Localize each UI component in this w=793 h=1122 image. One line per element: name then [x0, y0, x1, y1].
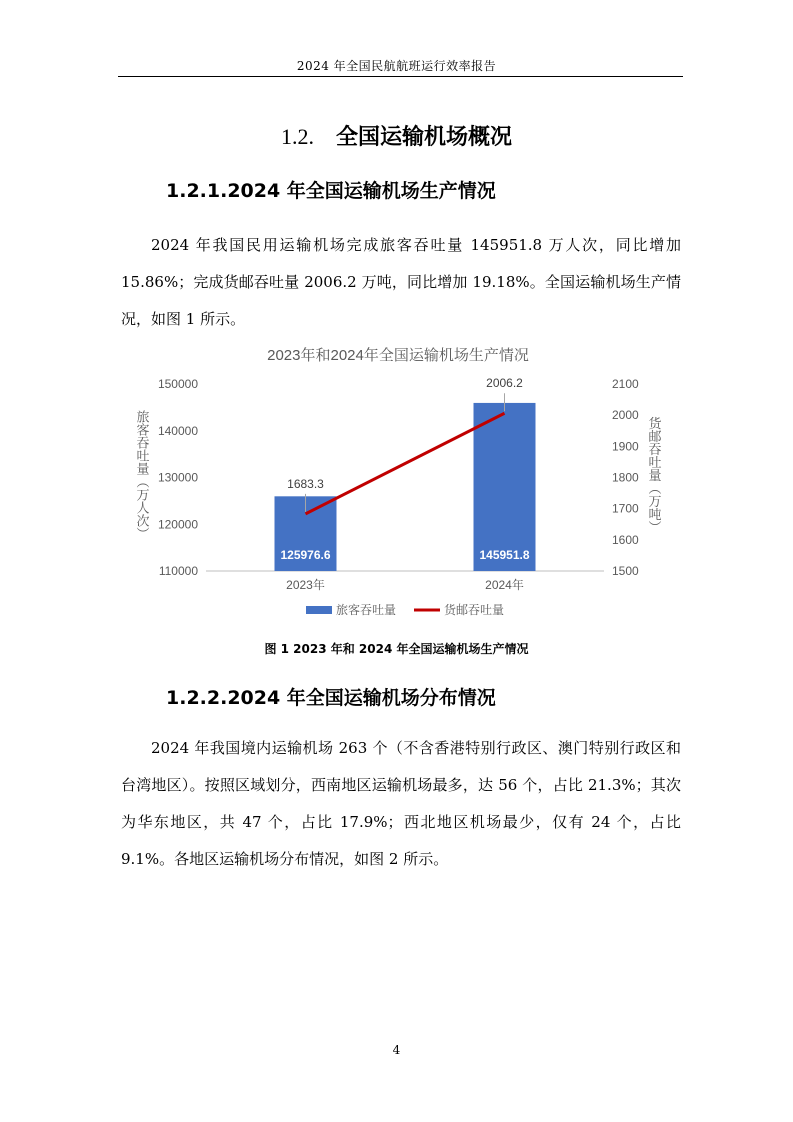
section-title: [0, 120, 793, 151]
y-axis-left-label: 旅客吞吐量（万人次）: [134, 410, 150, 540]
page-number: 4: [392, 1043, 401, 1057]
y-left-tick-label: 110000: [158, 564, 198, 578]
y-left-tick-label: 120000: [157, 517, 198, 532]
y-right-tick-label: 1500: [612, 564, 639, 578]
x-tick-label: 2023年: [286, 578, 325, 592]
y-right-tick-label: 2000: [612, 408, 639, 423]
subsection-heading-1: 1.2.1.2024 年全国运输机场生产情况: [166, 180, 496, 202]
y-right-tick-label: 1900: [612, 439, 639, 454]
bar-data-label: 125976.6: [280, 548, 331, 562]
running-header: 2024 年全国民航航班运行效率报告: [296, 59, 497, 73]
combo-chart: [118, 340, 678, 625]
paragraph-production: 2024 年我国民用运输机场完成旅客吞吐量 145951.8 万人次，同比增加 15.86%；完成货邮吞吐量 2006.2 万吨，同比增加 19.18%。全国运输机场生产情况，如图 1 所示。: [121, 236, 681, 328]
header-rule: [118, 76, 683, 77]
y-left-tick-label: 130000: [157, 470, 198, 485]
line-data-label: 1683.3: [287, 476, 324, 491]
section-title-text: 全国运输机场概况: [335, 125, 512, 150]
line-data-label: 2006.2: [486, 376, 523, 391]
figure-1-caption: 图 1 2023 年和 2024 年全国运输机场生产情况: [264, 642, 529, 656]
chart-legend: [306, 602, 504, 617]
subsection-heading-2: 1.2.2.2024 年全国运输机场分布情况: [166, 687, 496, 709]
y-left-tick-label: 140000: [157, 423, 198, 438]
y-right-tick-label: 1700: [612, 501, 639, 516]
legend-label-cargo: 货邮吞吐量: [444, 603, 505, 617]
legend-swatch-passenger: [306, 606, 332, 614]
paragraph-distribution: 2024 年我国境内运输机场 263 个（不含香港特别行政区、澳门特别行政区和台湾地区）。按照区域划分，西南地区运输机场最多，达 56 个，占比 21.3%；其次为华东地区，共 47 个，占比 17.9%；西北地区机场最少，仅有 24 个，占比 9.1%。各地区运输机场分布情况，如图 2 所示。: [121, 739, 681, 868]
x-tick-label: 2024年: [485, 578, 524, 592]
chart-title: 2023年和2024年全国运输机场生产情况: [267, 347, 529, 364]
y-right-tick-label: 2100: [612, 377, 639, 391]
bar-2: [474, 403, 536, 571]
legend-label-passenger: 旅客吞吐量: [336, 603, 397, 617]
y-left-tick-label: 150000: [157, 377, 198, 391]
figure-1-chart: [118, 340, 678, 625]
y-axis-right-label: 货邮吞吐量（万吨）: [646, 416, 662, 534]
y-right-tick-label: 1600: [612, 532, 639, 547]
bar-data-label: 145951.8: [479, 548, 530, 562]
y-right-tick-label: 1800: [612, 470, 639, 485]
section-number: 1.2.: [280, 124, 314, 149]
